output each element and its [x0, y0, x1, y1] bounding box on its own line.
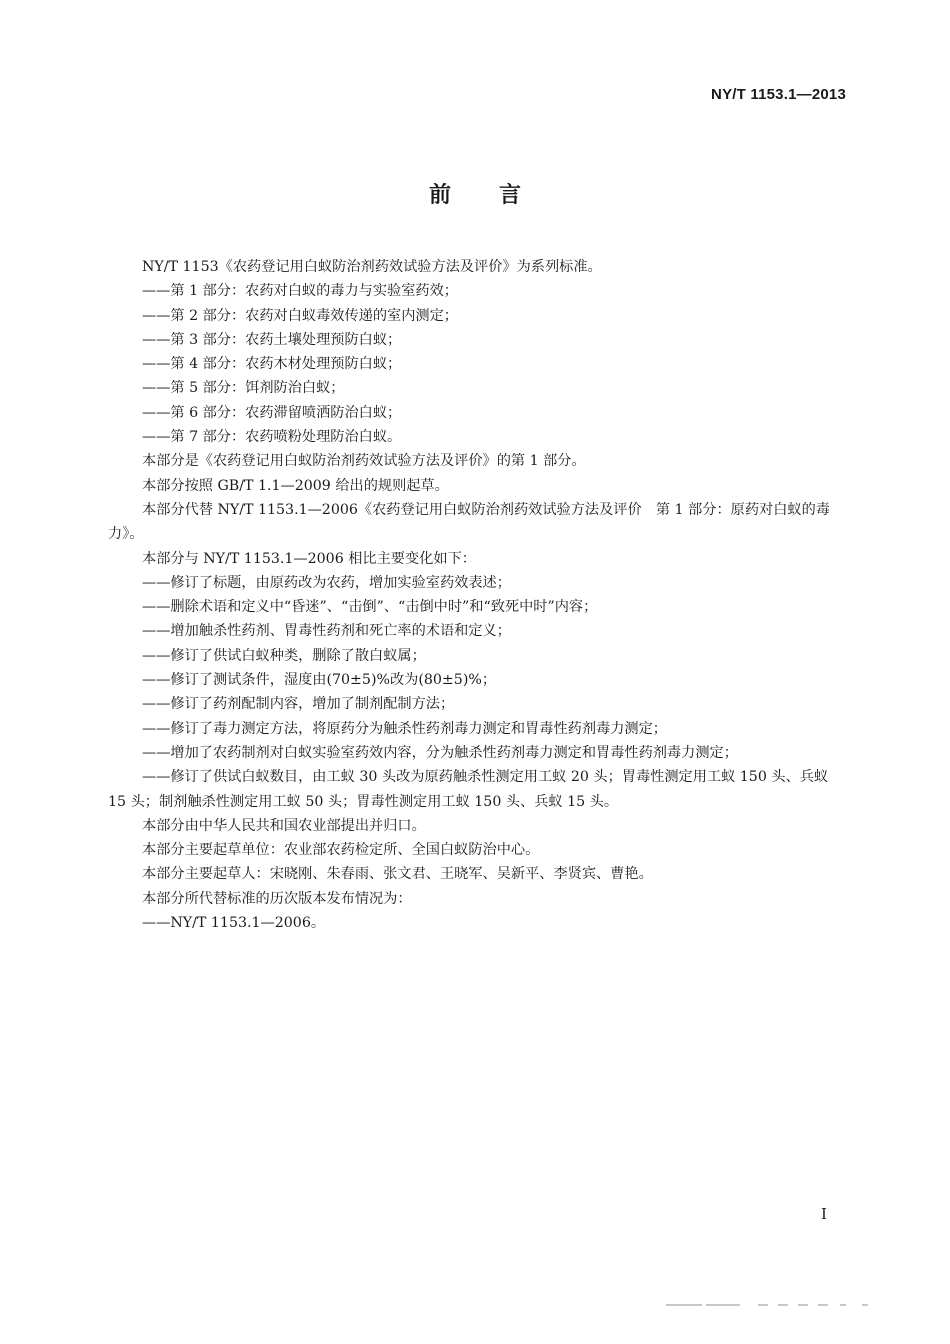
part-item: ——第 2 部分：农药对白蚁毒效传递的室内测定； — [142, 307, 458, 324]
proposed-by-paragraph: 本部分由中华人民共和国农业部提出并归口。 — [142, 817, 426, 834]
part-item: ——第 6 部分：农药滞留喷洒防治白蚁； — [142, 404, 402, 421]
change-item: ——删除术语和定义中“昏迷”、“击倒”、“击倒中时”和“致死中时”内容； — [142, 599, 598, 616]
replaces-paragraph: 本部分代替 NY/T 1153.1—2006《农药登记用白蚁防治剂药效试验方法及评价 第 1 部分：原药对白蚁的毒力》。 — [108, 501, 830, 543]
change-item: ——修订了标题，由原药改为农药，增加实验室药效表述； — [142, 574, 511, 591]
document-body — [108, 255, 848, 935]
history-item: ——NY/T 1153.1—2006。 — [142, 915, 326, 932]
part-item: ——第 4 部分：农药木材处理预防白蚁； — [142, 356, 402, 373]
changes-intro-paragraph: 本部分与 NY/T 1153.1—2006 相比主要变化如下： — [142, 550, 476, 567]
scan-artifact — [666, 1304, 886, 1307]
part-item: ——第 3 部分：农药土壤处理预防白蚁； — [142, 331, 402, 348]
part-item: ——第 5 部分：饵剂防治白蚁； — [142, 380, 345, 397]
page-title: 前言 — [428, 183, 569, 208]
part-item: ——第 1 部分：农药对白蚁的毒力与实验室药效； — [142, 283, 458, 300]
change-item: ——修订了毒力测定方法，将原药分为触杀性药剂毒力测定和胃毒性药剂毒力测定； — [142, 720, 667, 737]
change-item: ——修订了供试白蚁数目，由工蚁 30 头改为原药触杀性测定用工蚁 20 头；胃毒性测定用工蚁 150 头、兵蚁 15 头；制剂触杀性测定用工蚁 50 头；胃毒性测定用工蚁 150 头、兵蚁 15 头。 — [108, 769, 829, 810]
drafters-paragraph: 本部分主要起草人：宋晓刚、朱春雨、张文君、王晓军、吴新平、李贤宾、曹艳。 — [142, 866, 653, 883]
page-number: I — [821, 1205, 827, 1223]
history-intro-paragraph: 本部分所代替标准的历次版本发布情况为： — [142, 890, 412, 907]
change-item: ——修订了测试条件，湿度由(70±5)%改为(80±5)%； — [142, 672, 497, 689]
part-item: ——第 7 部分：农药喷粉处理防治白蚁。 — [142, 429, 402, 446]
drafting-rules-paragraph: 本部分按照 GB/T 1.1—2009 给出的规则起草。 — [142, 477, 449, 494]
change-item: ——修订了供试白蚁种类，删除了散白蚁属； — [142, 647, 426, 664]
drafting-units-paragraph: 本部分主要起草单位：农业部农药检定所、全国白蚁防治中心。 — [142, 842, 540, 859]
is-part-paragraph: 本部分是《农药登记用白蚁防治剂药效试验方法及评价》的第 1 部分。 — [142, 453, 586, 470]
intro-paragraph: NY/T 1153《农药登记用白蚁防治剂药效试验方法及评价》为系列标准。 — [142, 259, 602, 275]
change-item: ——增加了农药制剂对白蚁实验室药效内容，分为触杀性药剂毒力测定和胃毒性药剂毒力测定； — [142, 744, 738, 761]
standard-code: NY/T 1153.1—2013 — [711, 86, 846, 103]
change-item: ——增加触杀性药剂、胃毒性药剂和死亡率的术语和定义； — [142, 623, 511, 640]
change-item: ——修订了药剂配制内容，增加了制剂配制方法； — [142, 696, 455, 713]
